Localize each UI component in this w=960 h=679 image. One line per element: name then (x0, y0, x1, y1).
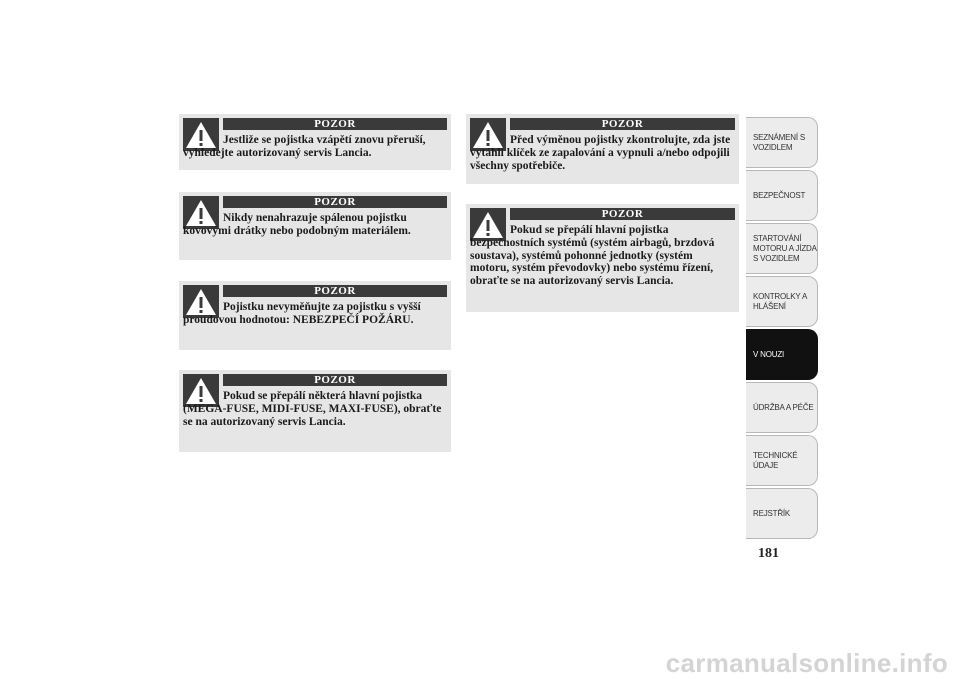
tab-bezpecnost[interactable] (746, 170, 818, 221)
warning-box-6 (466, 204, 739, 312)
page-number: 181 (758, 546, 779, 561)
warning-box-4 (179, 370, 451, 452)
warning-heading: POZOR (223, 285, 447, 297)
warning-box-1 (179, 114, 451, 170)
tab-label: BEZPEČNOST (753, 190, 806, 200)
warning-heading: POZOR (510, 208, 735, 220)
tab-label: TECHNICKÉ ÚDAJE (753, 450, 798, 470)
warning-box-3 (179, 281, 451, 350)
warning-heading: POZOR (223, 374, 447, 386)
tab-v-nouzi[interactable] (746, 329, 818, 380)
watermark: carmanualsonline.info (665, 648, 948, 678)
tab-udrzba[interactable] (746, 382, 818, 433)
warning-text: Jestliže se pojistka vzápětí znovu přeruší, vyhledejte autorizovaný servis Lancia. (183, 134, 426, 159)
tab-label: V NOUZI (753, 349, 785, 359)
tab-technicke-udaje[interactable] (746, 435, 818, 486)
warning-heading: POZOR (223, 118, 447, 130)
warning-text: Pokud se přepálí hlavní pojistka bezpečnostních systémů (systém airbagů, brzdová soustava), systémů pohonné jednotky (systém motoru, systém převodovky) nebo systému řízení, obraťte se na autorizovaný servis Lancia. (470, 224, 715, 288)
tab-label: ÚDRŽBA A PÉČE (753, 402, 814, 412)
tab-label: REJSTŘÍK (753, 508, 791, 518)
warning-text: Nikdy nenahrazuje spálenou pojistku kovovými drátky nebo podobným materiálem. (183, 212, 411, 237)
tab-rejstrik[interactable] (746, 488, 818, 539)
tab-label: STARTOVÁNÍ MOTORU A JÍZDA S VOZIDLEM (753, 233, 817, 263)
warning-box-5 (466, 114, 739, 184)
warning-heading: POZOR (510, 118, 735, 130)
tab-seznameni[interactable] (746, 117, 818, 168)
warning-box-2 (179, 192, 451, 260)
warning-heading: POZOR (223, 196, 447, 208)
tab-label: SEZNÁMENÍ S VOZIDLEM (753, 132, 806, 152)
tab-label: KONTROLKY A HLÁŠENÍ (753, 291, 808, 311)
warning-text: Pojistku nevyměňujte za pojistku s vyšší proudovou hodnotou: NEBEZPEČÍ POŽÁRU. (183, 301, 421, 326)
tab-kontrolky[interactable] (746, 276, 818, 327)
warning-text: Před výměnou pojistky zkontrolujte, zda jste vytáhli klíček ze zapalování a vypnuli a/nebo odpojili všechny spotřebiče. (470, 134, 731, 172)
warning-text: Pokud se přepálí některá hlavní pojistka (MEGA-FUSE, MIDI-FUSE, MAXI-FUSE), obraťte se na autorizovaný servis Lancia. (183, 390, 442, 428)
tab-startovani[interactable] (746, 223, 818, 274)
